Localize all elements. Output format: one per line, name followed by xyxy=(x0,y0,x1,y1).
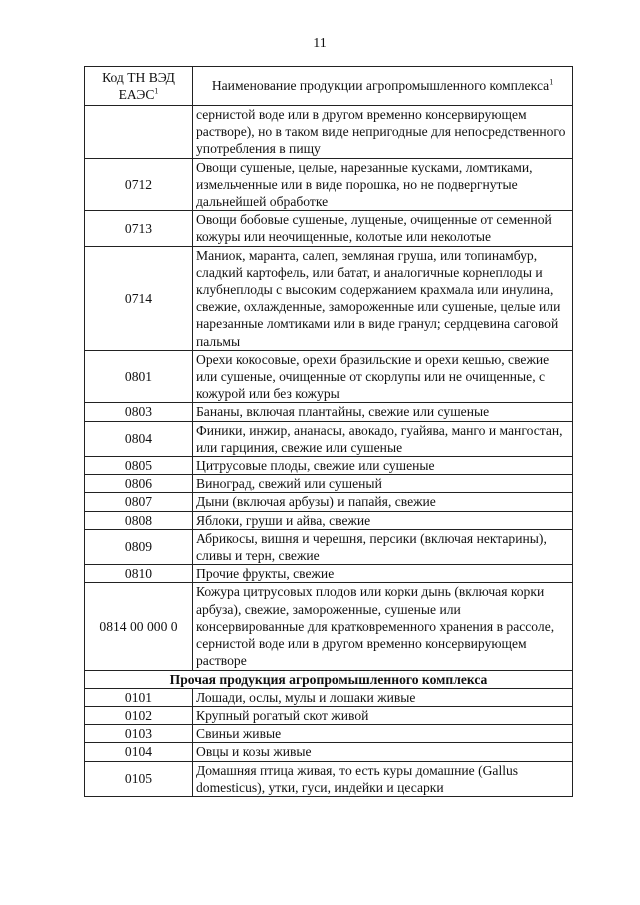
row-code: 0810 xyxy=(85,565,193,583)
row-code: 0804 xyxy=(85,421,193,456)
table-row xyxy=(85,421,573,456)
row-code: 0103 xyxy=(85,725,193,743)
row-product-name: Овощи бобовые сушеные, лущеные, очищенные от семенной кожуры или неочищенные, колотые или неколотые xyxy=(193,211,573,246)
row-code: 0814 00 000 0 xyxy=(85,583,193,670)
row-code: 0712 xyxy=(85,158,193,211)
row-product-name: Виноград, свежий или сушеный xyxy=(193,475,573,493)
table-row xyxy=(85,106,573,159)
row-code: 0105 xyxy=(85,761,193,796)
table-row xyxy=(85,583,573,670)
row-product-name: Домашняя птица живая, то есть куры домашние (Gallus domesticus), утки, гуси, индейки и цесарки xyxy=(193,761,573,796)
header-code-label: Код ТН ВЭД ЕАЭС xyxy=(102,69,175,102)
table-row xyxy=(85,511,573,529)
row-product-name: Цитрусовые плоды, свежие или сушеные xyxy=(193,457,573,475)
row-product-name: сернистой воде или в другом временно консервирующем растворе), но в таком виде непригодные для непосредственного употребления в пищу xyxy=(193,106,573,159)
header-code-column xyxy=(85,67,193,106)
table-row xyxy=(85,403,573,421)
row-product-name: Овцы и козы живые xyxy=(193,743,573,761)
row-product-name: Кожура цитрусовых плодов или корки дынь (включая корки арбуза), свежие, замороженные, сушеные или консервированные для кратковременного хранения в рассоле, сернистой воде или в другом временно консервирующем растворе xyxy=(193,583,573,670)
table-row xyxy=(85,493,573,511)
row-code: 0803 xyxy=(85,403,193,421)
row-product-name: Финики, инжир, ананасы, авокадо, гуайява, манго и мангостан, или гарциния, свежие или сушеные xyxy=(193,421,573,456)
row-code: 0104 xyxy=(85,743,193,761)
header-name-footnote: 1 xyxy=(549,77,554,87)
row-product-name: Лошади, ослы, мулы и лошаки живые xyxy=(193,688,573,706)
table-row xyxy=(85,688,573,706)
table-row xyxy=(85,457,573,475)
table-row xyxy=(85,529,573,564)
section-title: Прочая продукция агропромышленного комплекса xyxy=(85,670,573,688)
row-product-name: Яблоки, груши и айва, свежие xyxy=(193,511,573,529)
row-code: 0806 xyxy=(85,475,193,493)
row-product-name: Дыни (включая арбузы) и папайя, свежие xyxy=(193,493,573,511)
row-product-name: Прочие фрукты, свежие xyxy=(193,565,573,583)
table-row xyxy=(85,246,573,350)
section-row xyxy=(85,670,573,688)
row-product-name: Бананы, включая плантайны, свежие или сушеные xyxy=(193,403,573,421)
row-code: 0102 xyxy=(85,706,193,724)
page-number: 11 xyxy=(313,36,327,51)
product-code-table xyxy=(84,66,573,797)
row-product-name: Овощи сушеные, целые, нарезанные кусками, ломтиками, измельченные или в виде порошка, но не подвергнутые дальнейшей обработке xyxy=(193,158,573,211)
table-row xyxy=(85,158,573,211)
row-code: 0713 xyxy=(85,211,193,246)
row-product-name: Свиньи живые xyxy=(193,725,573,743)
row-code: 0805 xyxy=(85,457,193,475)
row-product-name: Маниок, маранта, салеп, земляная груша, или топинамбур, сладкий картофель, или батат, и аналогичные корнеплоды и клубнеплоды с высоким содержанием крахмала или инулина, свежие, охлажденные, замороженные или сушеные, целые или нарезанные ломтиками или в виде гранул; сердцевина саговой пальмы xyxy=(193,246,573,350)
header-name-column xyxy=(193,67,573,106)
table-row xyxy=(85,706,573,724)
table-row xyxy=(85,211,573,246)
table-row xyxy=(85,743,573,761)
table-row xyxy=(85,725,573,743)
header-code-footnote: 1 xyxy=(154,86,159,96)
row-code: 0101 xyxy=(85,688,193,706)
row-code: 0801 xyxy=(85,350,193,403)
row-product-name: Орехи кокосовые, орехи бразильские и орехи кешью, свежие или сушеные, очищенные от скорлупы или не очищенные, с кожурой или без кожуры xyxy=(193,350,573,403)
row-code xyxy=(85,106,193,159)
table-row xyxy=(85,761,573,796)
table-row xyxy=(85,350,573,403)
table-row xyxy=(85,475,573,493)
row-product-name: Крупный рогатый скот живой xyxy=(193,706,573,724)
row-code: 0714 xyxy=(85,246,193,350)
table-row xyxy=(85,565,573,583)
header-name-label: Наименование продукции агропромышленного комплекса xyxy=(211,78,550,94)
row-code: 0809 xyxy=(85,529,193,564)
row-code: 0808 xyxy=(85,511,193,529)
row-code: 0807 xyxy=(85,493,193,511)
row-product-name: Абрикосы, вишня и черешня, персики (включая нектарины), сливы и терн, свежие xyxy=(193,529,573,564)
table-header-row xyxy=(85,67,573,106)
